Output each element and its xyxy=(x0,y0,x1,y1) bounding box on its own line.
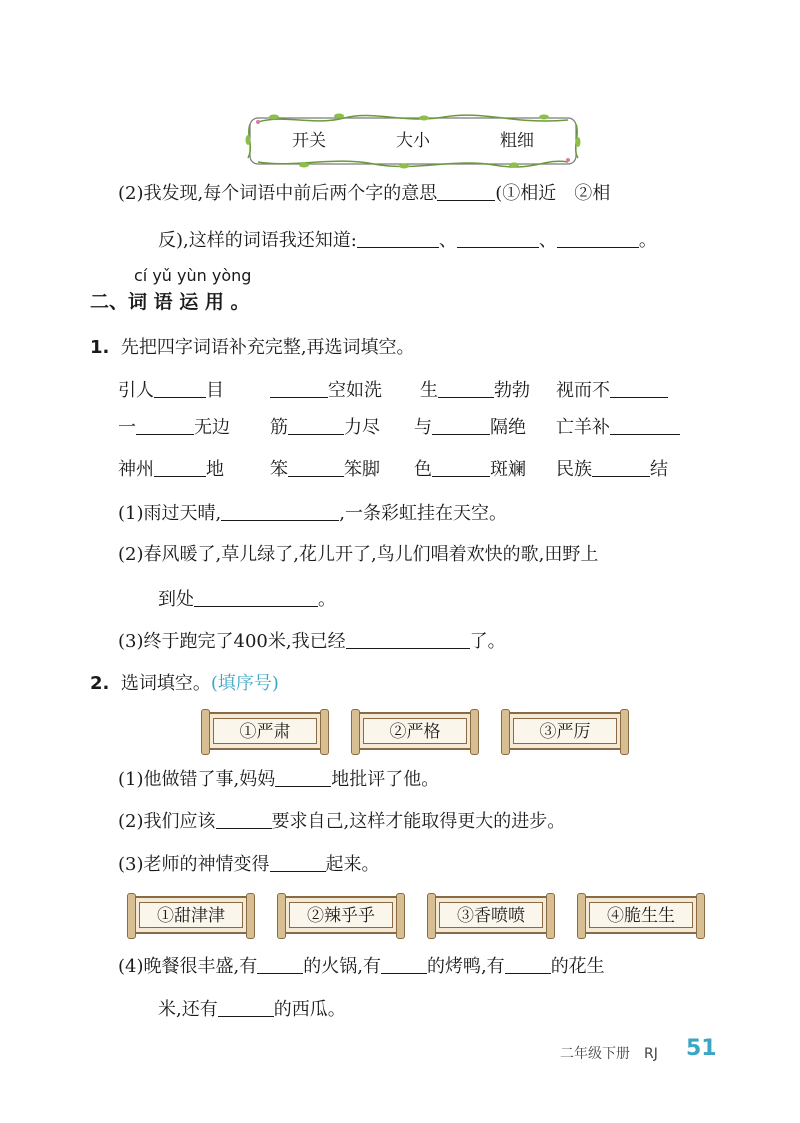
q1-sentence-2: (2)春风暖了,草儿绿了,花儿开了,鸟儿们唱着欢快的歌,田野上 xyxy=(118,544,599,565)
answer-blank[interactable] xyxy=(557,229,639,248)
answer-blank[interactable] xyxy=(194,588,318,607)
answer-blank[interactable] xyxy=(381,955,427,974)
q-discover-line2: 反),这样的词语我还知道: 、 、 。 xyxy=(158,230,657,251)
answer-blank[interactable] xyxy=(346,630,470,649)
answer-blank[interactable] xyxy=(432,458,490,477)
q2-sentence-3: (3)老师的神情变得 起来。 xyxy=(118,854,380,875)
q-discover-line1: (2)我发现,每个词语中前后两个字的意思 (①相近 ②相 xyxy=(118,183,611,204)
q2-sentence-4: (4)晚餐很丰盛,有 的火锅,有 的烤鸭,有 的花生 xyxy=(118,956,605,977)
answer-blank[interactable] xyxy=(275,768,331,787)
option-scroll: ④脆生生 xyxy=(582,896,700,934)
answer-blank[interactable] xyxy=(438,379,494,398)
answer-blank[interactable] xyxy=(216,810,272,829)
idiom-row: 民族 结 xyxy=(556,459,668,480)
section-pinyin: cí yǔ yùn yòng xyxy=(134,266,252,285)
answer-blank[interactable] xyxy=(505,955,551,974)
answer-blank[interactable] xyxy=(270,853,326,872)
option-scroll: ③香喷喷 xyxy=(432,896,550,934)
idiom-row: 色 斑斓 xyxy=(414,459,526,480)
q1-sentence-1: (1)雨过天晴, ,一条彩虹挂在天空。 xyxy=(118,503,507,524)
q2-sentence-2: (2)我们应该 要求自己,这样才能取得更大的进步。 xyxy=(118,811,566,832)
q1-sentence-3: (3)终于跑完了400米,我已经 了。 xyxy=(118,631,506,652)
page-number: 51 xyxy=(686,1036,717,1061)
q2-instruction: 2. 选词填空。(填序号) xyxy=(90,673,279,694)
answer-blank[interactable] xyxy=(457,229,539,248)
idiom-row: 空如洗 xyxy=(270,376,382,406)
idiom-row: 筋 力尽 xyxy=(270,417,380,438)
idiom-row: 神州 地 xyxy=(118,459,224,480)
answer-blank[interactable] xyxy=(270,379,328,398)
idiom-row: 视而不 xyxy=(556,376,668,406)
answer-blank[interactable] xyxy=(357,229,439,248)
idiom-row: 笨 笨脚 xyxy=(270,459,380,480)
idiom-row: 引人 目 xyxy=(118,380,224,401)
q2-sentence-1: (1)他做错了事,妈妈 地批评了他。 xyxy=(118,769,440,790)
grade-label: 二年级下册 RJ xyxy=(560,1046,658,1062)
q1-sentence-2-cont: 到处 。 xyxy=(158,589,336,610)
q2-note: (填序号) xyxy=(210,673,279,694)
answer-blank[interactable] xyxy=(154,379,206,398)
option-scroll: ③严厉 xyxy=(506,712,624,750)
q1-instruction: 1. 先把四字词语补充完整,再选词填空。 xyxy=(90,337,415,358)
idiom-row: 生 勃勃 xyxy=(420,380,530,401)
option-scroll: ②严格 xyxy=(356,712,474,750)
answer-blank[interactable] xyxy=(288,458,344,477)
option-scroll: ①严肃 xyxy=(206,712,324,750)
answer-blank[interactable] xyxy=(437,182,495,201)
vine-word: 粗细 xyxy=(500,131,534,151)
idiom-row: 一 无边 xyxy=(118,417,230,438)
option-scroll: ②辣乎乎 xyxy=(282,896,400,934)
section-heading: 二、词 语 运 用 。 xyxy=(90,291,250,313)
answer-blank[interactable] xyxy=(218,998,274,1017)
answer-blank[interactable] xyxy=(257,955,303,974)
idiom-row: 亡羊补 xyxy=(556,413,680,443)
vine-word: 开关 xyxy=(292,131,326,151)
answer-blank[interactable] xyxy=(610,379,668,398)
idiom-row: 与 隔绝 xyxy=(414,417,526,438)
answer-blank[interactable] xyxy=(592,458,650,477)
answer-blank[interactable] xyxy=(136,416,194,435)
answer-blank[interactable] xyxy=(221,502,339,521)
answer-blank[interactable] xyxy=(610,416,680,435)
answer-blank[interactable] xyxy=(432,416,490,435)
answer-blank[interactable] xyxy=(154,458,206,477)
option-scroll: ①甜津津 xyxy=(132,896,250,934)
answer-blank[interactable] xyxy=(288,416,344,435)
vine-word: 大小 xyxy=(396,131,430,151)
q2-sentence-4-cont: 米,还有 的西瓜。 xyxy=(158,999,346,1020)
